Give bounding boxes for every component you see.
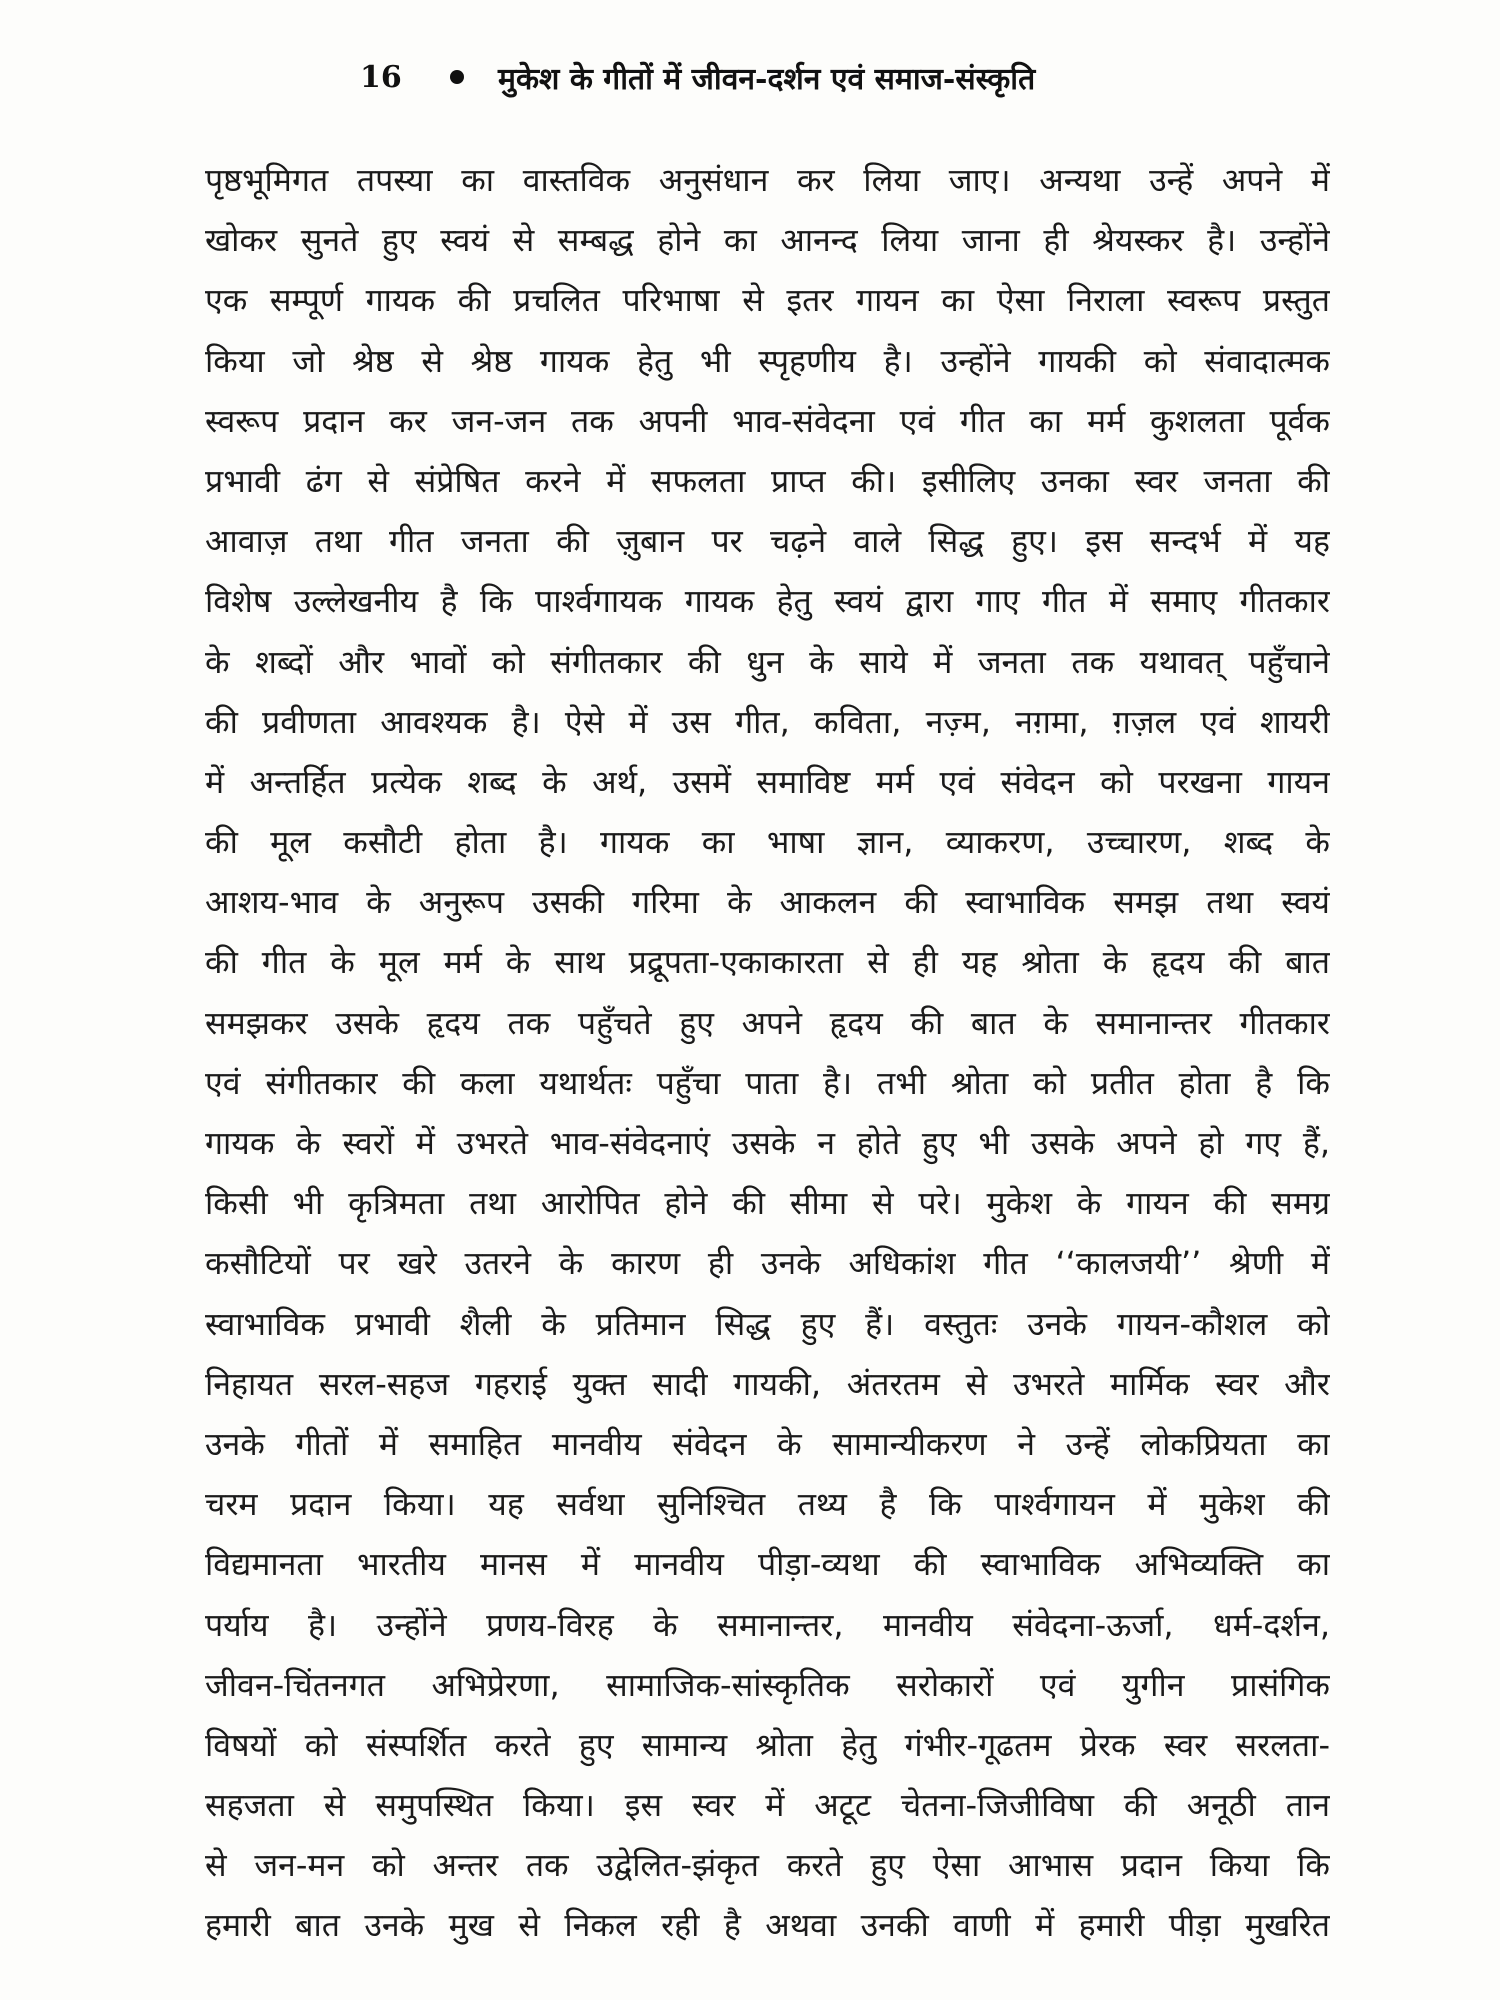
text-line: के शब्दों और भावों को संगीतकार की धुन के साये में जनता तक यथावत् पहुँचाने [205, 642, 1330, 681]
text-line: जीवन-चिंतनगत अभिप्रेरणा, सामाजिक-सांस्कृतिक सरोकारों एवं युगीन प्रासंगिक [205, 1665, 1330, 1704]
text-line: पृष्ठभूमिगत तपस्या का वास्तविक अनुसंधान कर लिया जाए। अन्यथा उन्हें अपने में [205, 161, 1330, 199]
text-line: निहायत सरल-सहज गहराई युक्त सादी गायकी, अंतरतम से उभरते मार्मिक स्वर और [205, 1364, 1330, 1403]
text-line: की प्रवीणता आवश्यक है। ऐसे में उस गीत, कविता, नज़्म, नग़मा, ग़ज़ल एवं शायरी [205, 702, 1330, 741]
text-line: से जन-मन को अन्तर तक उद्वेलित-झंकृत करते हुए ऐसा आभास प्रदान किया कि [205, 1846, 1330, 1885]
text-line: प्रभावी ढंग से संप्रेषित करने में सफलता प्राप्त की। इसीलिए उनका स्वर जनता की [205, 461, 1330, 500]
text-line: पर्याय है। उन्होंने प्रणय-विरह के समानान्तर, मानवीय संवेदना-ऊर्जा, धर्म-दर्शन, [205, 1605, 1330, 1644]
text-line: चरम प्रदान किया। यह सर्वथा सुनिश्चित तथ्य है कि पार्श्वगायन में मुकेश की [205, 1485, 1330, 1524]
bullet-separator [450, 70, 464, 84]
text-line: एक सम्पूर्ण गायक की प्रचलित परिभाषा से इतर गायन का ऐसा निराला स्वरूप प्रस्तुत [205, 281, 1330, 320]
text-line: हमारी बात उनके मुख से निकल रही है अथवा उनकी वाणी में हमारी पीड़ा मुखरित [205, 1906, 1330, 1945]
text-line: स्वरूप प्रदान कर जन-जन तक अपनी भाव-संवेदना एवं गीत का मर्म कुशलता पूर्वक [205, 401, 1330, 440]
text-line: स्वाभाविक प्रभावी शैली के प्रतिमान सिद्ध हुए हैं। वस्तुतः उनके गायन-कौशल को [205, 1304, 1330, 1343]
text-line: आशय-भाव के अनुरूप उसकी गरिमा के आकलन की स्वाभाविक समझ तथा स्वयं [205, 883, 1330, 922]
text-line: आवाज़ तथा गीत जनता की ज़ुबान पर चढ़ने वाले सिद्ध हुए। इस सन्दर्भ में यह [205, 522, 1330, 561]
text-line: विषयों को संस्पर्शित करते हुए सामान्य श्रोता हेतु गंभीर-गूढतम प्रेरक स्वर सरलता- [205, 1725, 1330, 1764]
body-paragraph [205, 150, 1330, 1956]
text-line: में अन्तर्हित प्रत्येक शब्द के अर्थ, उसमें समाविष्ट मर्म एवं संवेदन को परखना गायन [205, 762, 1330, 801]
text-line: खोकर सुनते हुए स्वयं से सम्बद्ध होने का आनन्द लिया जाना ही श्रेयस्कर है। उन्होंने [205, 221, 1330, 260]
text-line: की गीत के मूल मर्म के साथ प्रद्रूपता-एकाकारता से ही यह श्रोता के हृदय की बात [205, 943, 1330, 982]
page-header [360, 52, 1260, 102]
running-title: मुकेश के गीतों में जीवन-दर्शन एवं समाज-संस्कृति [498, 61, 1036, 97]
text-line: किया जो श्रेष्ठ से श्रेष्ठ गायक हेतु भी स्पृहणीय है। उन्होंने गायकी को संवादात्मक [205, 341, 1330, 380]
text-line: समझकर उसके हृदय तक पहुँचते हुए अपने हृदय की बात के समानान्तर गीतकार [205, 1003, 1330, 1042]
page-number: 16 [360, 59, 402, 95]
text-line: एवं संगीतकार की कला यथार्थतः पहुँचा पाता है। तभी श्रोता को प्रतीत होता है कि [205, 1063, 1330, 1102]
text-line: विद्यमानता भारतीय मानस में मानवीय पीड़ा-व्यथा की स्वाभाविक अभिव्यक्ति का [205, 1545, 1330, 1584]
text-line: कसौटियों पर खरे उतरने के कारण ही उनके अधिकांश गीत ‘‘कालजयी’’ श्रेणी में [205, 1244, 1330, 1283]
text-line: विशेष उल्लेखनीय है कि पार्श्वगायक गायक हेतु स्वयं द्वारा गाए गीत में समाए गीतकार [205, 582, 1330, 621]
text-line: उनके गीतों में समाहित मानवीय संवेदन के सामान्यीकरण ने उन्हें लोकप्रियता का [205, 1424, 1330, 1463]
text-line: किसी भी कृत्रिमता तथा आरोपित होने की सीमा से परे। मुकेश के गायन की समग्र [205, 1184, 1330, 1223]
text-line: गायक के स्वरों में उभरते भाव-संवेदनाएं उसके न होते हुए भी उसके अपने हो गए हैं, [205, 1124, 1330, 1162]
text-line: सहजता से समुपस्थित किया। इस स्वर में अटूट चेतना-जिजीविषा की अनूठी तान [205, 1786, 1330, 1825]
text-line: की मूल कसौटी होता है। गायक का भाषा ज्ञान, व्याकरण, उच्चारण, शब्द के [205, 823, 1330, 862]
